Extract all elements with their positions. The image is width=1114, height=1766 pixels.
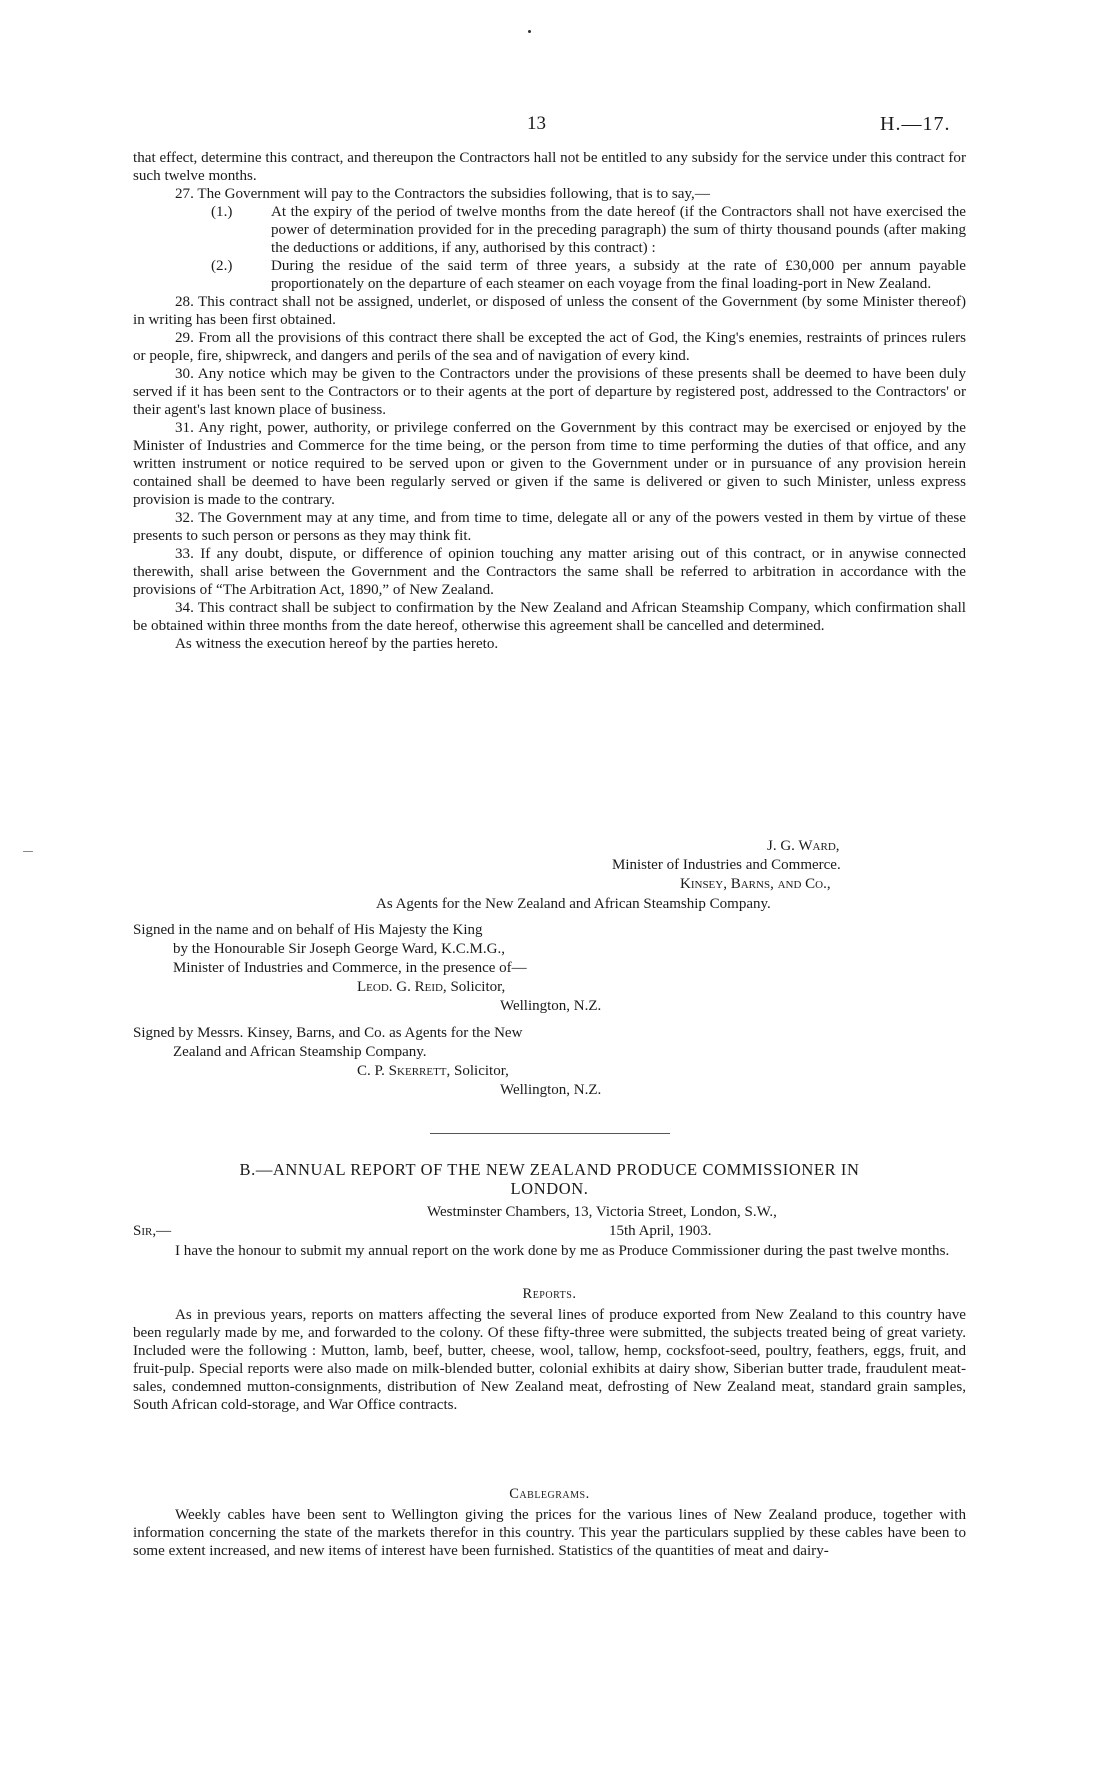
signed2-line-2: Zealand and African Steamship Company.: [173, 1044, 427, 1060]
witness-line: As witness the execution hereof by the parties hereto.: [175, 636, 499, 652]
reports-heading: Reports.: [522, 1286, 577, 1302]
witness-skerrett-place: Wellington, N.Z.: [500, 1082, 602, 1098]
signed-line-1: Signed in the name and on behalf of His Majesty the King: [133, 922, 483, 938]
signed2-line-1: Signed by Messrs. Kinsey, Barns, and Co. as Agents for the New: [133, 1025, 523, 1041]
intro-paragraph: I have the honour to submit my annual report on the work done by me as Produce Commissioner during the past twelve months.: [175, 1243, 950, 1259]
report-intro: [133, 1242, 966, 1260]
item-text: At the expiry of the period of twelve months from the date hereof (if the Contractors shall not have exercised the power of determination provided for in the preceding paragraph) the sum of thirty thousand pounds (after making the deductions or additions, if any, authorised by this contract) :: [271, 204, 966, 256]
section-divider: [430, 1133, 670, 1134]
document-reference: H.—17.: [880, 113, 951, 135]
clause-27-item-2: [133, 257, 966, 293]
clause-27: 27. The Government will pay to the Contractors the subsidies following, that is to say,—: [175, 186, 710, 202]
print-speck: [528, 30, 531, 33]
clause-30: 30. Any notice which may be given to the Contractors under the provisions of these presents shall be deemed to have been duly served if it has been sent to the Contractors or to their agents at the port of departure by registered post, addressed to the Contractors' or their agent's last known place of business.: [133, 366, 966, 418]
report-title-line-1: B.—ANNUAL REPORT OF THE NEW ZEALAND PRODUCE COMMISSIONER IN: [239, 1160, 860, 1179]
signatory-kinsey-title: As Agents for the New Zealand and African Steamship Company.: [376, 896, 771, 912]
cablegrams-heading: Cablegrams.: [509, 1486, 590, 1502]
report-title: [133, 1160, 966, 1198]
clause-33: 33. If any doubt, dispute, or difference of opinion touching any matter arising out of this contract, or in anywise connected therewith, shall arise between the Government and the Contractors the same shall be referred to arbitration in accordance with the provisions of “The Arbitration Act, 1890,” of New Zealand.: [133, 546, 966, 598]
signed-line-3: Minister of Industries and Commerce, in the presence of—: [173, 960, 527, 976]
item-number: (1.): [211, 204, 233, 220]
witness-reid: [357, 979, 505, 996]
clause-29: 29. From all the provisions of this contract there shall be excepted the act of God, the King's enemies, restraints of princes rulers or people, fire, shipwreck, and dangers and perils of the sea and of navigation of every kind.: [133, 330, 966, 364]
report-date: 15th April, 1903.: [609, 1223, 712, 1239]
reports-section: [133, 1306, 966, 1414]
item-text: During the residue of the said term of three years, a subsidy at the rate of £30,000 per annum payable proportionately on the departure of each steamer on each voyage from the final loading-port in New Zealand.: [271, 258, 966, 292]
witness-reid-role: Solicitor,: [450, 979, 506, 995]
clause-34: 34. This contract shall be subject to confirmation by the New Zealand and African Steamship Company, which confirmation shall be obtained within three months from the date hereof, otherwise this agreement shall be cancelled and determined.: [133, 600, 966, 634]
clause-32: 32. The Government may at any time, and from time to time, delegate all or any of the powers vested in them by virtue of these presents to such person or persons as they may think fit.: [133, 510, 966, 544]
signatory-kinsey: Kinsey, Barns, and Co.,: [680, 876, 831, 892]
witness-skerrett: [357, 1063, 509, 1080]
clause-31: 31. Any right, power, authority, or privilege conferred on the Government by this contract may be exercised or enjoyed by the Minister of Industries and Commerce for the time being, or the person from time to time performing the duties of that office, and any written instrument or notice required to be served upon or given to the Government under or in pursuance of any provision herein contained shall be deemed to have been regularly served or given if the same is delivered or given to such Minister, unless express provision is made to the contrary.: [133, 420, 966, 508]
signatory-ward-title: Minister of Industries and Commerce.: [612, 857, 841, 873]
witness-reid-place: Wellington, N.Z.: [500, 998, 602, 1014]
clause-28: 28. This contract shall not be assigned, underlet, or disposed of unless the consent of the Government (by some Minister thereof) in writing has been first obtained.: [133, 294, 966, 328]
witness-skerrett-role: Solicitor,: [454, 1063, 509, 1079]
report-address: Westminster Chambers, 13, Victoria Street, London, S.W.,: [427, 1204, 777, 1220]
cablegrams-paragraph: Weekly cables have been sent to Wellington giving the prices for the various lines of New Zealand produce, together with information concerning the state of the markets therefor in this country. This year the particulars supplied by these cables have been to some extent increased, and new items of interest have been furnished. Statistics of the quantities of meat and dairy-: [133, 1507, 966, 1559]
clause-27-item-1: [133, 203, 966, 257]
cablegrams-section: [133, 1506, 966, 1560]
paragraph-continuation: that effect, determine this contract, and thereupon the Contractors hall not be entitled to any subsidy for the service under this contract for such twelve months.: [133, 150, 966, 184]
margin-mark: [23, 851, 33, 852]
salutation: Sir,—: [133, 1223, 172, 1239]
page-number: 13: [527, 113, 546, 134]
report-title-line-2: LONDON.: [510, 1179, 589, 1198]
witness-reid-name: Leod. G. Reid,: [357, 979, 447, 995]
contract-clauses: [133, 149, 966, 653]
signatory-ward: J. G. Ward,: [767, 838, 840, 854]
item-number: (2.): [211, 258, 233, 274]
signed-line-2: by the Honourable Sir Joseph George Ward, K.C.M.G.,: [173, 941, 505, 957]
witness-skerrett-name: C. P. Skerrett,: [357, 1063, 451, 1079]
reports-paragraph: As in previous years, reports on matters affecting the several lines of produce exported from New Zealand to this country have been regularly made by me, and forwarded to the colony. Of these fifty-three were submitted, the subjects treated being of great variety. Included were the following : Mutton, lamb, beef, butter, cheese, wool, tallow, hemp, cocksfoot-seed, poultry, feathers, eggs, fruit, and fruit-pulp. Special reports were also made on milk-blended butter, colonial exhibits at dairy show, Siberian butter trade, fraudulent meat-sales, condemned mutton-consignments, distribution of New Zealand meat, defrosting of New Zealand meat, standard grain samples, South African cold-storage, and War Office contracts.: [133, 1307, 966, 1413]
